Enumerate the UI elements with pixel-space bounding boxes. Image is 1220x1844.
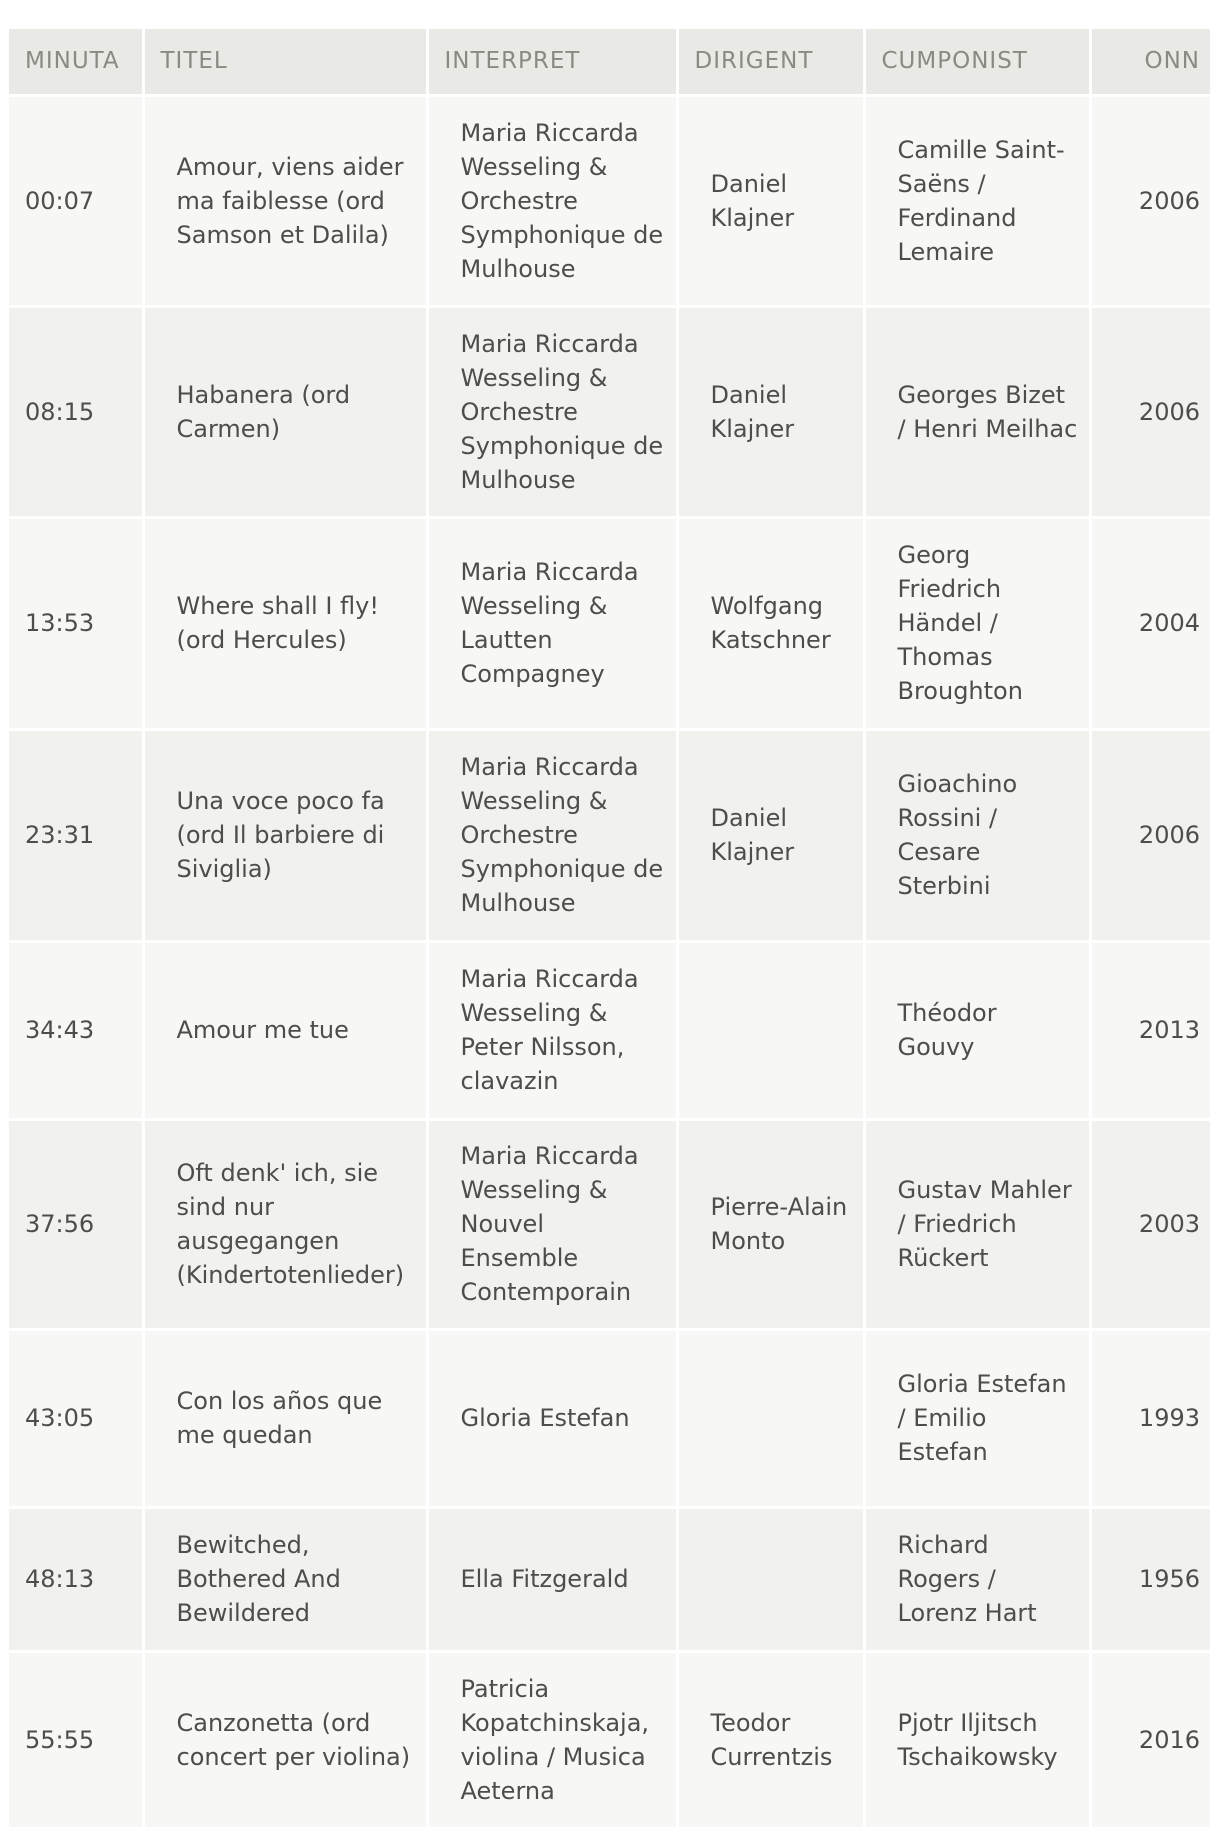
cell-year: 2006 (1090, 729, 1210, 941)
cell-performer: Maria Riccarda Wesseling & Orchestre Symphonique de Mulhouse (427, 306, 677, 517)
cell-conductor: Daniel Klajner (677, 306, 864, 517)
cell-minute: 55:55 (9, 1651, 143, 1828)
header-performer: INTERPRET (427, 29, 677, 95)
playlist-table (9, 29, 1210, 1830)
table-header (9, 29, 1210, 95)
table-row (9, 517, 1210, 729)
cell-performer: Maria Riccarda Wesseling & Orchestre Symphonique de Mulhouse (427, 729, 677, 941)
cell-conductor: Pierre-Alain Monto (677, 1119, 864, 1329)
table-row (9, 1119, 1210, 1329)
cell-year: 2016 (1090, 1651, 1210, 1828)
cell-year: 2013 (1090, 941, 1210, 1119)
cell-composer: Gioachino Rossini / Cesare Sterbini (864, 729, 1090, 941)
cell-performer: Maria Riccarda Wesseling & Lautten Compagney (427, 517, 677, 729)
playlist-container (9, 29, 1210, 1830)
cell-conductor (677, 1507, 864, 1651)
cell-title: Amour, viens aider ma faiblesse (ord Samson et Dalila) (143, 95, 427, 306)
table-row (9, 95, 1210, 306)
cell-title: Amour me tue (143, 941, 427, 1119)
cell-conductor (677, 1329, 864, 1507)
cell-title: Oft denk' ich, sie sind nur ausgegangen (Kindertotenlieder) (143, 1119, 427, 1329)
cell-year: 2004 (1090, 517, 1210, 729)
cell-performer: Ella Fitzgerald (427, 1507, 677, 1651)
table-row (9, 1329, 1210, 1507)
cell-title: Habanera (ord Carmen) (143, 306, 427, 517)
cell-minute: 00:07 (9, 95, 143, 306)
header-year: ONN (1090, 29, 1210, 95)
cell-title: Bewitched, Bothered And Bewildered (143, 1507, 427, 1651)
cell-year: 1993 (1090, 1329, 1210, 1507)
cell-conductor (677, 941, 864, 1119)
cell-year: 2003 (1090, 1119, 1210, 1329)
cell-composer: Richard Rogers / Lorenz Hart (864, 1507, 1090, 1651)
cell-title: Where shall I fly! (ord Hercules) (143, 517, 427, 729)
cell-conductor: Daniel Klajner (677, 95, 864, 306)
cell-minute: 34:43 (9, 941, 143, 1119)
cell-composer: Camille Saint-Saëns / Ferdinand Lemaire (864, 95, 1090, 306)
table-row (9, 729, 1210, 941)
cell-composer: Théodor Gouvy (864, 941, 1090, 1119)
cell-performer: Patricia Kopatchinskaja, violina / Musica Aeterna (427, 1651, 677, 1828)
cell-title: Canzonetta (ord concert per violina) (143, 1651, 427, 1828)
table-row (9, 1651, 1210, 1828)
table-row (9, 306, 1210, 517)
table-row (9, 1507, 1210, 1651)
cell-performer: Maria Riccarda Wesseling & Peter Nilsson, clavazin (427, 941, 677, 1119)
header-row (9, 29, 1210, 95)
cell-conductor: Wolfgang Katschner (677, 517, 864, 729)
header-title: TITEL (143, 29, 427, 95)
cell-composer: Georges Bizet / Henri Meilhac (864, 306, 1090, 517)
cell-year: 1956 (1090, 1507, 1210, 1651)
header-composer: CUMPONIST (864, 29, 1090, 95)
cell-minute: 23:31 (9, 729, 143, 941)
cell-performer: Gloria Estefan (427, 1329, 677, 1507)
cell-composer: Gustav Mahler / Friedrich Rückert (864, 1119, 1090, 1329)
cell-minute: 43:05 (9, 1329, 143, 1507)
cell-title: Con los años que me quedan (143, 1329, 427, 1507)
cell-minute: 48:13 (9, 1507, 143, 1651)
cell-composer: Pjotr Iljitsch Tschaikowsky (864, 1651, 1090, 1828)
cell-minute: 37:56 (9, 1119, 143, 1329)
cell-performer: Maria Riccarda Wesseling & Nouvel Ensemble Contemporain (427, 1119, 677, 1329)
cell-title: Una voce poco fa (ord Il barbiere di Siviglia) (143, 729, 427, 941)
cell-conductor: Teodor Currentzis (677, 1651, 864, 1828)
cell-composer: Georg Friedrich Händel / Thomas Broughton (864, 517, 1090, 729)
cell-composer: Gloria Estefan / Emilio Estefan (864, 1329, 1090, 1507)
header-minute: MINUTA (9, 29, 143, 95)
cell-minute: 08:15 (9, 306, 143, 517)
header-conductor: DIRIGENT (677, 29, 864, 95)
table-body (9, 95, 1210, 1828)
cell-performer: Maria Riccarda Wesseling & Orchestre Symphonique de Mulhouse (427, 95, 677, 306)
cell-conductor: Daniel Klajner (677, 729, 864, 941)
table-row (9, 941, 1210, 1119)
cell-year: 2006 (1090, 306, 1210, 517)
cell-year: 2006 (1090, 95, 1210, 306)
cell-minute: 13:53 (9, 517, 143, 729)
